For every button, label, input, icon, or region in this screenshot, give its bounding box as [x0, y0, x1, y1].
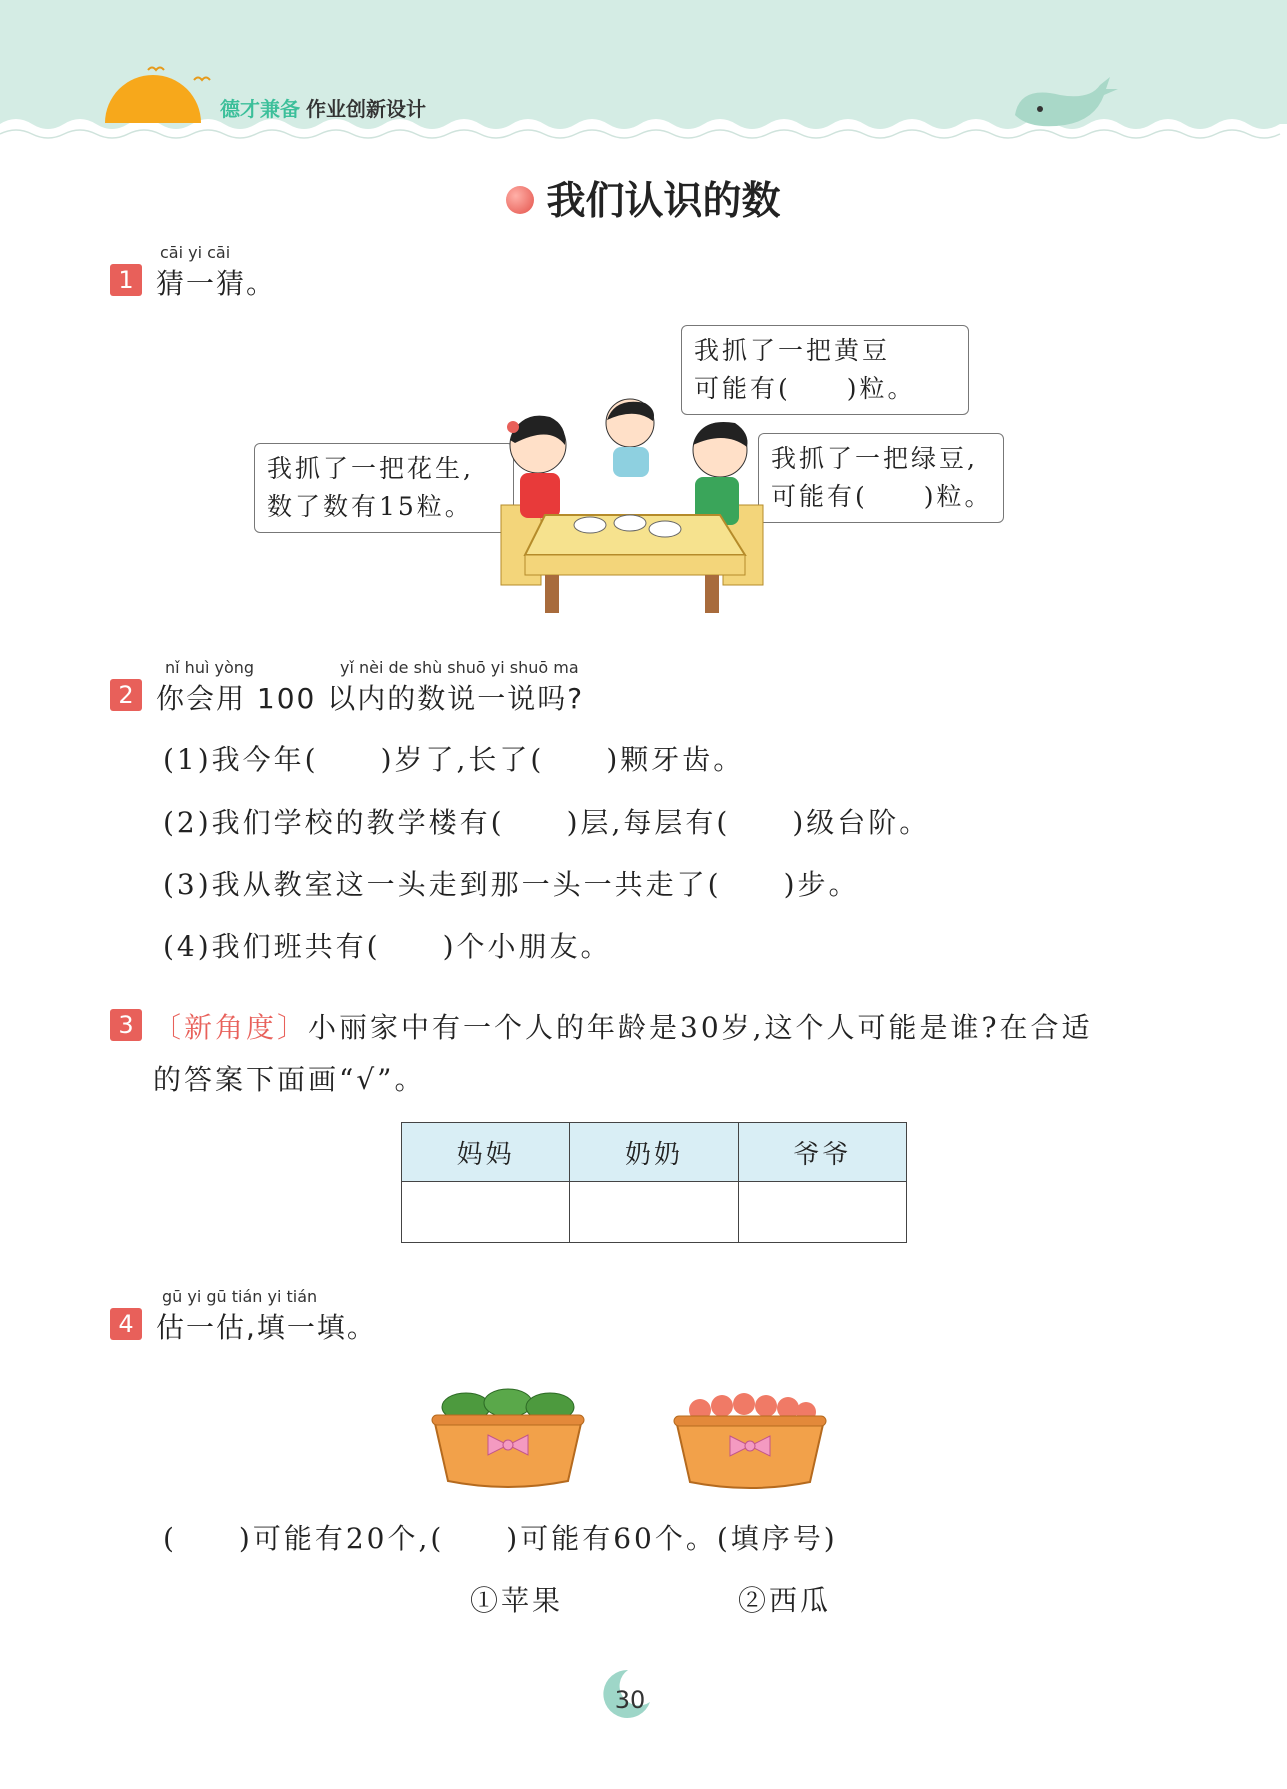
q4-choice-watermelon: ②西瓜	[738, 1584, 832, 1617]
q4-text: 估一估,填一填。	[156, 1311, 377, 1344]
q2-pinyin-left: nǐ huì yòng	[165, 658, 255, 677]
bubble-peanut	[254, 443, 514, 533]
q3-tag-new-angle: 〔新角度〕	[153, 1011, 309, 1044]
bubble-mungbean-line1: 我抓了一把绿豆,	[771, 444, 978, 473]
page-number: 30	[614, 1686, 646, 1714]
bubble-peanut-line2: 数了数有15粒。	[267, 492, 473, 521]
bubble-soybean-line1: 我抓了一把黄豆	[694, 336, 891, 365]
title-bullet-icon	[506, 186, 534, 214]
q3-text-line1	[153, 1006, 1093, 1046]
q2-item-1: (1)我今年( )岁了,长了( )颗牙齿。	[163, 743, 745, 776]
q1-number: 1	[110, 264, 142, 296]
q4-pinyin: gū yi gū tián yi tián	[162, 1287, 318, 1306]
bubble-mungbean-line2: 可能有( )粒。	[771, 482, 993, 511]
q3-question: 小丽家中有一个人的年龄是30岁,这个人可能是谁?在合适	[308, 1011, 1093, 1044]
answer-cell-mom[interactable]	[402, 1182, 570, 1243]
bubble-peanut-line1: 我抓了一把花生,	[267, 454, 474, 483]
watermelon-basket-illustration	[428, 1385, 588, 1490]
title-text: 我们认识的数	[546, 179, 781, 224]
q1-text: 猜一猜。	[156, 267, 277, 300]
children-at-table-illustration	[495, 395, 770, 615]
q4-choice-apple: ①苹果	[470, 1584, 564, 1617]
bubble-mungbean	[758, 433, 1004, 523]
bubble-soybean-line2: 可能有( )粒。	[694, 374, 916, 403]
q4-sentence: ( )可能有20个,( )可能有60个。(填序号)	[163, 1522, 838, 1555]
answer-cell-grandpa[interactable]	[738, 1182, 906, 1243]
q2-number: 2	[110, 679, 142, 711]
whale-icon	[1010, 75, 1120, 135]
q1-pinyin: cāi yi cāi	[160, 243, 231, 262]
option-grandma: 奶奶	[570, 1123, 738, 1182]
option-grandpa: 爷爷	[738, 1123, 906, 1182]
brand-black-text: 作业创新设计	[306, 97, 426, 121]
q3-text-line2: 的答案下面画“√”。	[153, 1063, 426, 1096]
q2-item-4: (4)我们班共有( )个小朋友。	[163, 930, 612, 963]
q2-item-3: (3)我从教室这一头走到那一头一共走了( )步。	[163, 868, 860, 901]
q2-item-2: (2)我们学校的教学楼有( )层,每层有( )级台阶。	[163, 806, 931, 839]
page-title	[0, 170, 1287, 226]
q2-pinyin-right: yǐ nèi de shù shuō yi shuō ma	[340, 658, 579, 677]
q2-text: 你会用 100 以内的数说一说吗?	[156, 682, 585, 715]
q3-answer-table	[401, 1122, 907, 1243]
q4-number: 4	[110, 1308, 142, 1340]
birds-icon	[140, 60, 220, 90]
q3-number: 3	[110, 1009, 142, 1041]
apple-basket-illustration	[670, 1388, 830, 1490]
brand-green-text: 德才兼备	[220, 97, 300, 121]
answer-cell-grandma[interactable]	[570, 1182, 738, 1243]
option-mom: 妈妈	[402, 1123, 570, 1182]
brand-title	[220, 93, 426, 122]
